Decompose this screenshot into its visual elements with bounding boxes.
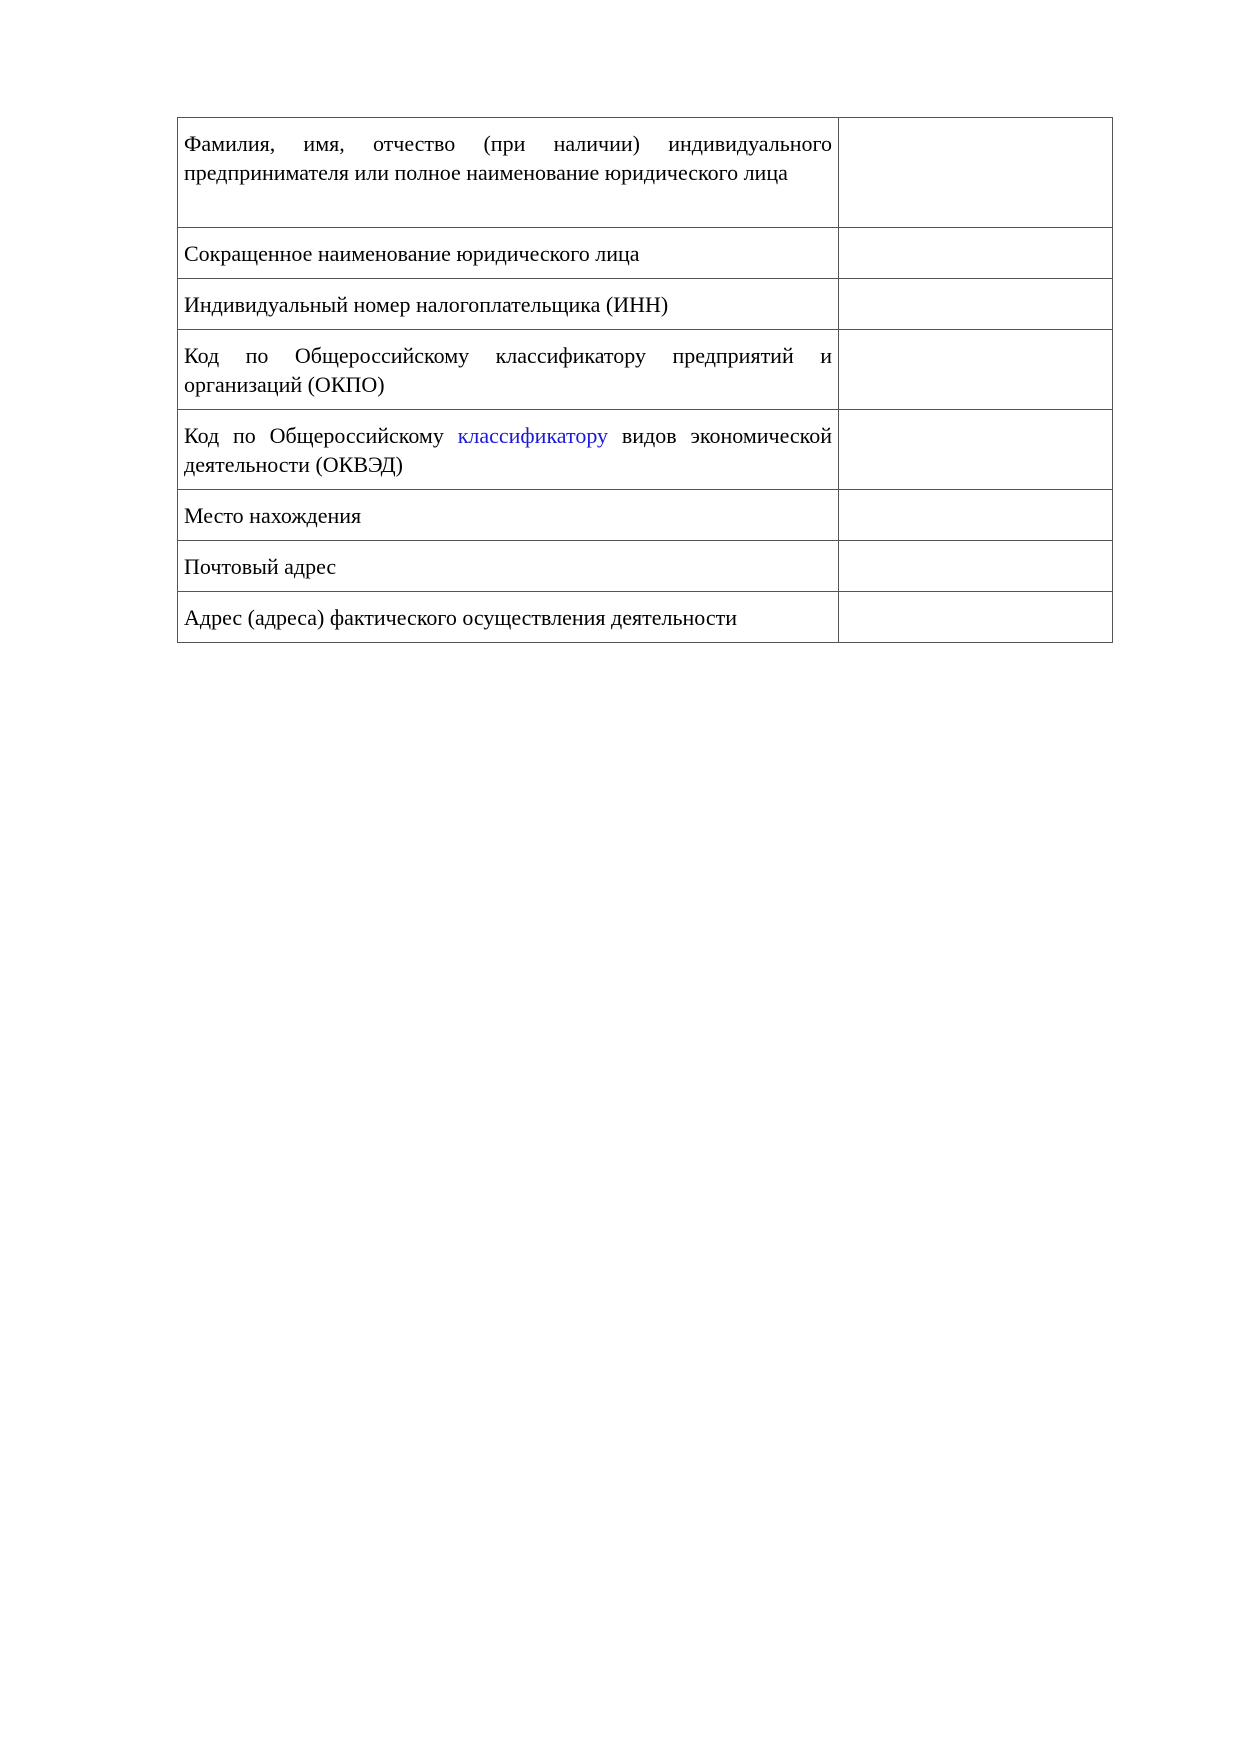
table-row: [178, 410, 1113, 490]
postal-address-label: Почтовый адрес: [184, 554, 337, 579]
full-name-value-cell[interactable]: [839, 118, 1113, 228]
actual-address-label: Адрес (адреса) фактического осуществления деятельности: [184, 605, 737, 630]
okved-label-end: видов экономической деятельности (ОКВЭД): [184, 423, 833, 477]
row-label-cell: [178, 410, 839, 490]
location-value-cell[interactable]: [839, 490, 1113, 541]
postal-address-value-cell[interactable]: [839, 541, 1113, 592]
okved-label: [178, 410, 838, 488]
full-name-label: Фамилия, имя, отчество (при наличии) индивидуального предпринимателя или полное наименование юридического лица: [184, 131, 832, 185]
table-row: [178, 118, 1113, 228]
inn-label: Индивидуальный номер налогоплательщика (ИНН): [184, 292, 669, 317]
table-row: [178, 279, 1113, 330]
row-label-cell: [178, 592, 839, 643]
okpo-label: Код по Общероссийскому классификатору предприятий и организаций (ОКПО): [184, 343, 832, 397]
row-label-cell: [178, 541, 839, 592]
okved-value-cell[interactable]: [839, 410, 1113, 490]
short-name-value-cell[interactable]: [839, 228, 1113, 279]
table-row: [178, 490, 1113, 541]
row-label-cell: [178, 228, 839, 279]
table-row: [178, 228, 1113, 279]
okpo-value-cell[interactable]: [839, 330, 1113, 410]
table-row: [178, 330, 1113, 410]
table-row: [178, 592, 1113, 643]
inn-value-cell[interactable]: [839, 279, 1113, 330]
row-label-cell: [178, 490, 839, 541]
short-name-label: Сокращенное наименование юридического лица: [184, 241, 640, 266]
actual-address-value-cell[interactable]: [839, 592, 1113, 643]
classifier-link[interactable]: классификатору: [457, 423, 609, 448]
location-label: Место нахождения: [184, 503, 362, 528]
row-label-cell: [178, 279, 839, 330]
organization-info-table: [177, 117, 1113, 643]
okved-label-start: Код по Общероссийскому: [184, 423, 444, 448]
row-label-cell: [178, 118, 839, 228]
table-row: [178, 541, 1113, 592]
row-label-cell: [178, 330, 839, 410]
